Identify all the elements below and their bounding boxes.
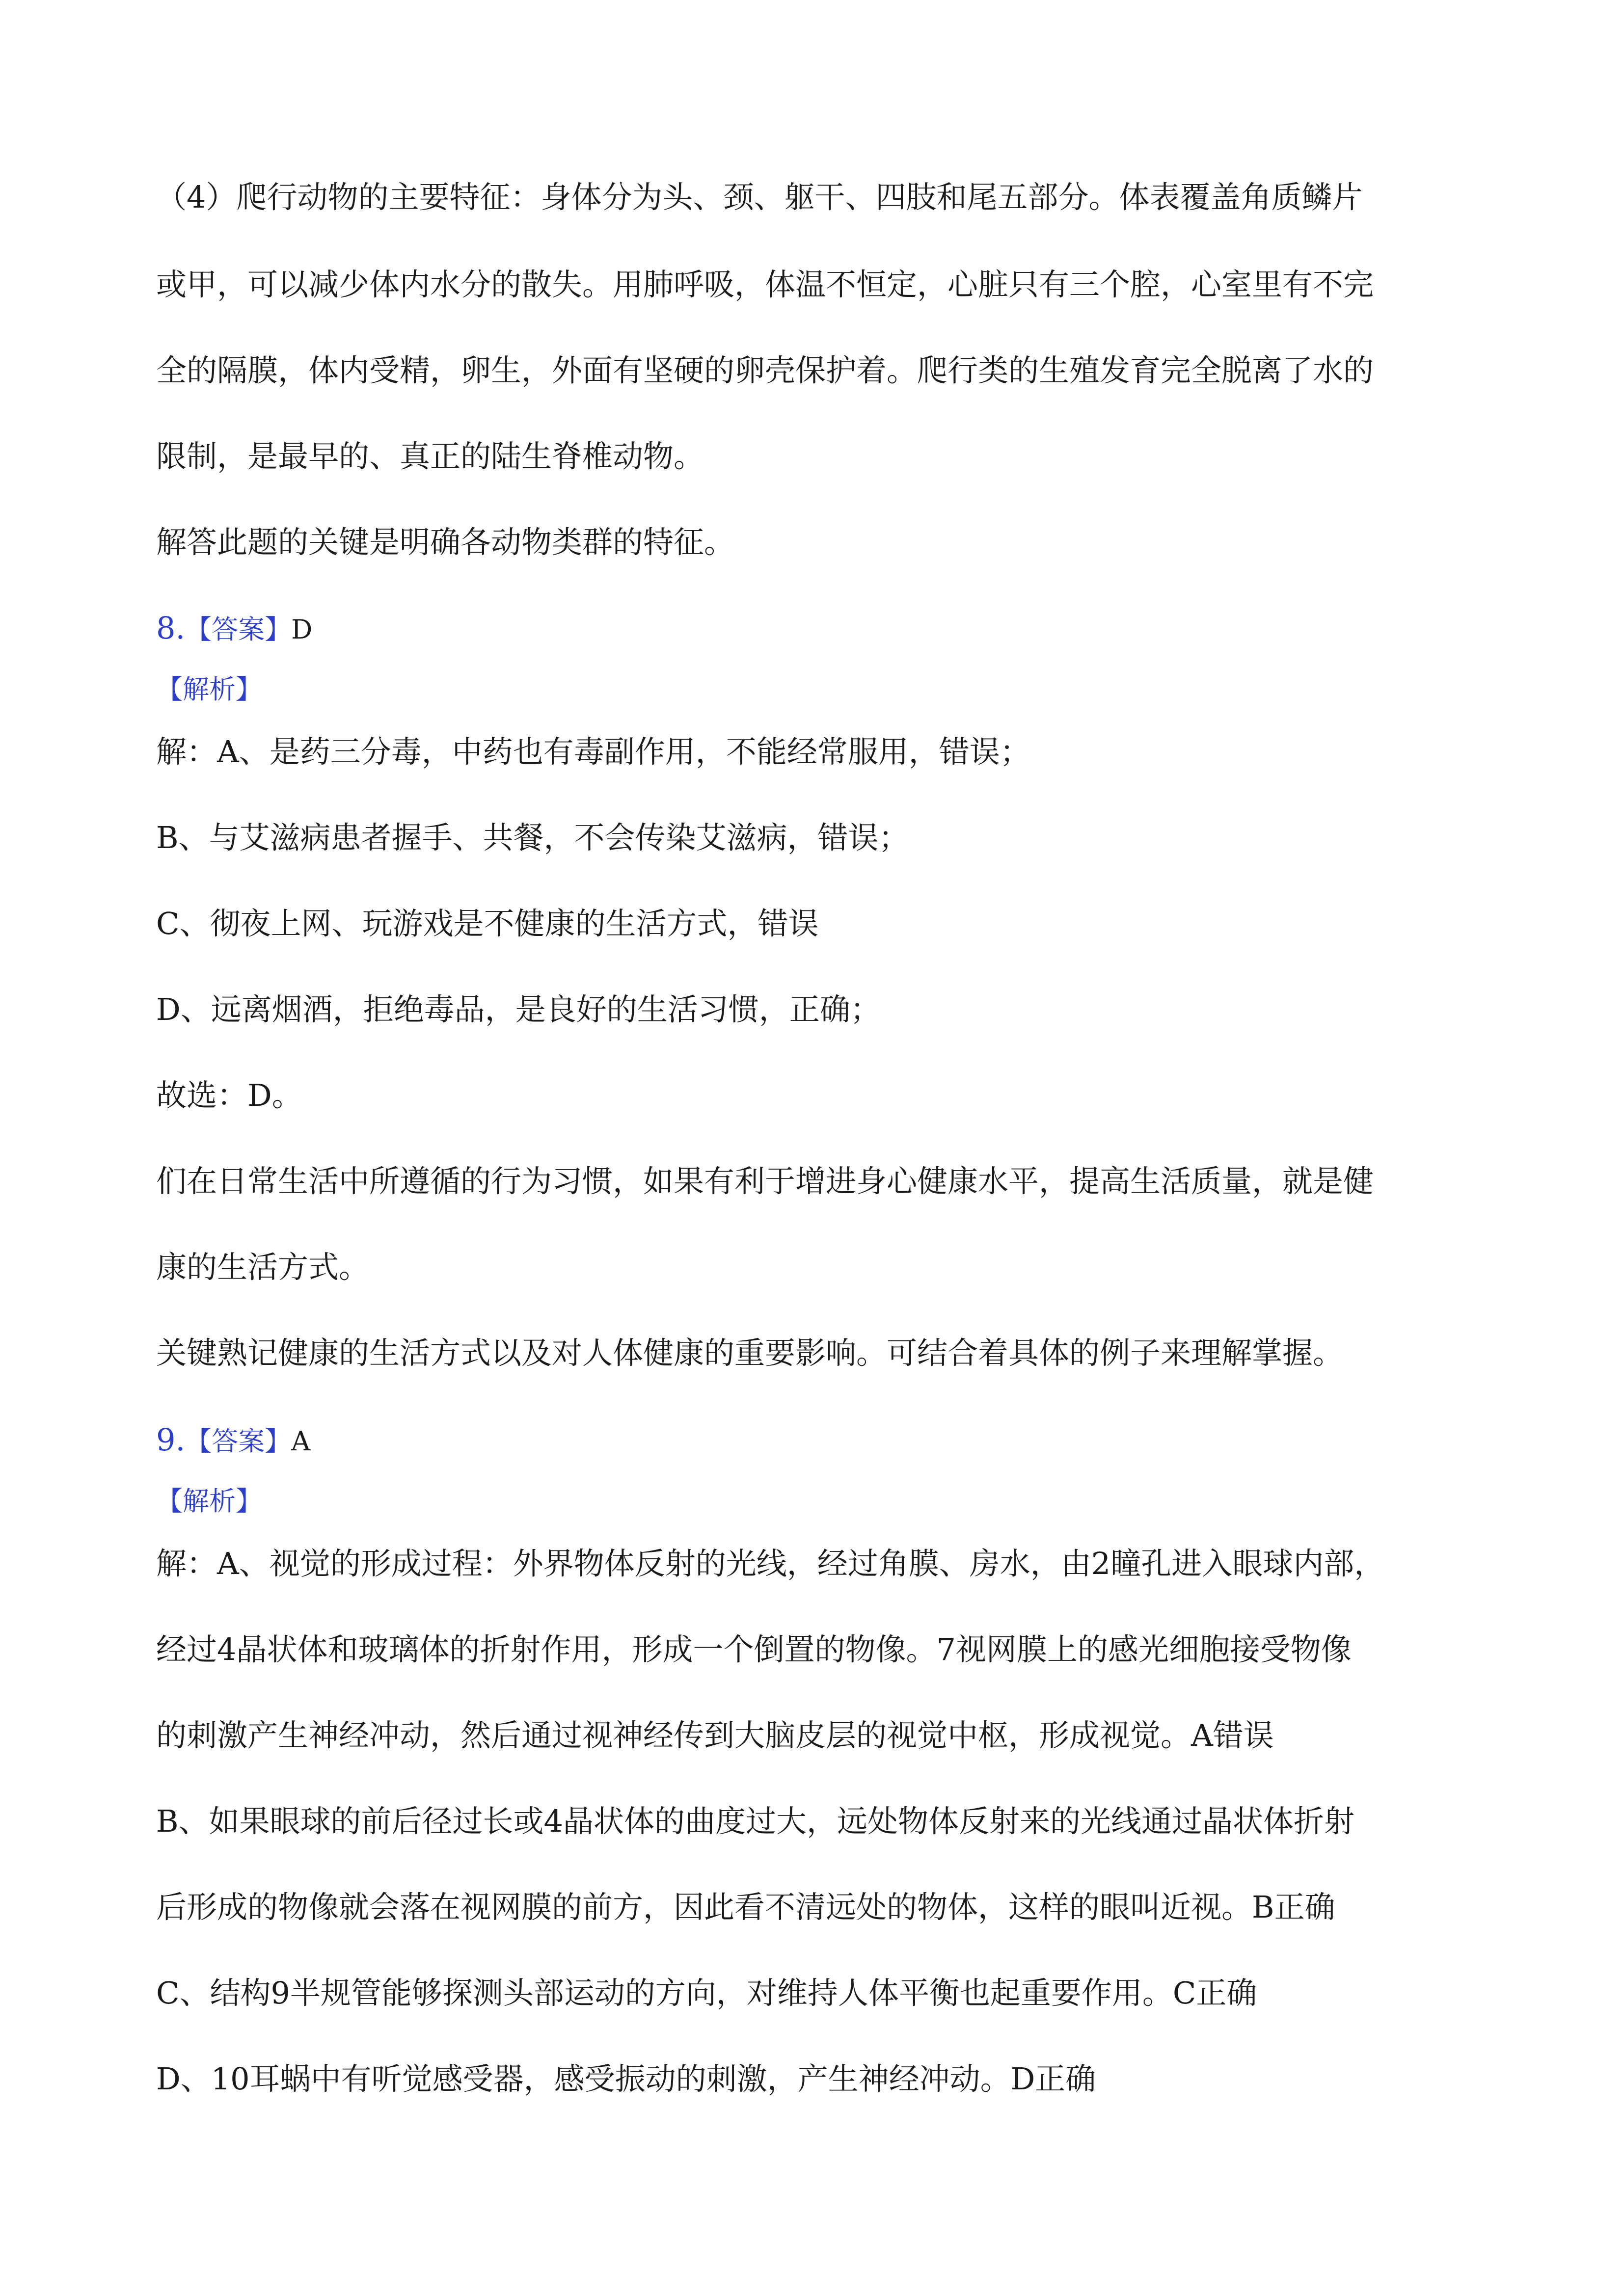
q9-answer-value: A — [291, 1426, 311, 1457]
q8-answer-value: D — [291, 614, 313, 645]
reptile-features-line-4: 限制，是最早的、真正的陆生脊椎动物。 — [156, 438, 704, 474]
q9-number: 9. — [156, 1422, 186, 1458]
q8-answer-tag: 【答案】 — [185, 614, 292, 645]
q8-analysis-heading — [156, 668, 262, 708]
q8-analysis-line-2: B、与艾滋病患者握手、共餐，不会传染艾滋病，错误； — [156, 820, 909, 855]
reptile-features-line-1: （4）爬行动物的主要特征：身体分为头、颈、躯干、四肢和尾五部分。体表覆盖角质鳞片 — [156, 179, 1363, 215]
q9-analysis-tag: 【解析】 — [156, 1486, 262, 1517]
q9-analysis-line-3: 的刺激产生神经冲动，然后通过视神经传到大脑皮层的视觉中枢，形成视觉。A错误 — [156, 1717, 1274, 1753]
q8-analysis-line-1: 解：A、是药三分毒，中药也有毒副作用，不能经常服用，错误； — [156, 734, 1030, 770]
q9-answer-line — [156, 1420, 310, 1460]
q9-answer-tag: 【答案】 — [185, 1426, 292, 1457]
key-point-line: 解答此题的关键是明确各动物类群的特征。 — [156, 524, 735, 560]
q8-analysis-line-3: C、彻夜上网、玩游戏是不健康的生活方式，错误 — [156, 906, 819, 941]
q8-analysis-line-5: 故选：D。 — [156, 1077, 302, 1113]
q9-analysis-heading — [156, 1480, 262, 1520]
q9-analysis-line-4: B、如果眼球的前后径过长或4晶状体的曲度过大，远处物体反射来的光线通过晶状体折射 — [156, 1803, 1355, 1839]
q8-analysis-line-4: D、远离烟酒，拒绝毒品，是良好的生活习惯，正确； — [156, 991, 881, 1027]
q8-analysis-line-6: 们在日常生活中所遵循的行为习惯，如果有利于增进身心健康水平，提高生活质量，就是健 — [156, 1163, 1374, 1199]
reptile-features-line-2: 或甲，可以减少体内水分的散失。用肺呼吸，体温不恒定，心脏只有三个腔，心室里有不完 — [156, 267, 1374, 302]
q9-analysis-line-2: 经过4晶状体和玻璃体的折射作用，形成一个倒置的物像。7视网膜上的感光细胞接受物像 — [156, 1631, 1352, 1667]
q8-analysis-tag: 【解析】 — [156, 674, 262, 705]
q9-analysis-line-1: 解：A、视觉的形成过程：外界物体反射的光线，经过角膜、房水，由2瞳孔进入眼球内部， — [156, 1546, 1385, 1581]
q9-analysis-line-6: C、结构9半规管能够探测头部运动的方向，对维持人体平衡也起重要作用。C正确 — [156, 1975, 1257, 2011]
q8-analysis-line-7: 康的生活方式。 — [156, 1249, 370, 1285]
q9-analysis-line-7: D、10耳蜗中有听觉感受器，感受振动的刺激，产生神经冲动。D正确 — [156, 2061, 1096, 2097]
reptile-features-line-3: 全的隔膜，体内受精，卵生，外面有坚硬的卵壳保护着。爬行类的生殖发育完全脱离了水的 — [156, 352, 1374, 388]
q9-analysis-line-5: 后形成的物像就会落在视网膜的前方，因此看不清远处的物体，这样的眼叫近视。B正确 — [156, 1889, 1335, 1925]
q8-answer-line — [156, 609, 312, 648]
q8-number: 8. — [156, 610, 186, 646]
q8-analysis-line-8: 关键熟记健康的生活方式以及对人体健康的重要影响。可结合着具体的例子来理解掌握。 — [156, 1335, 1344, 1371]
